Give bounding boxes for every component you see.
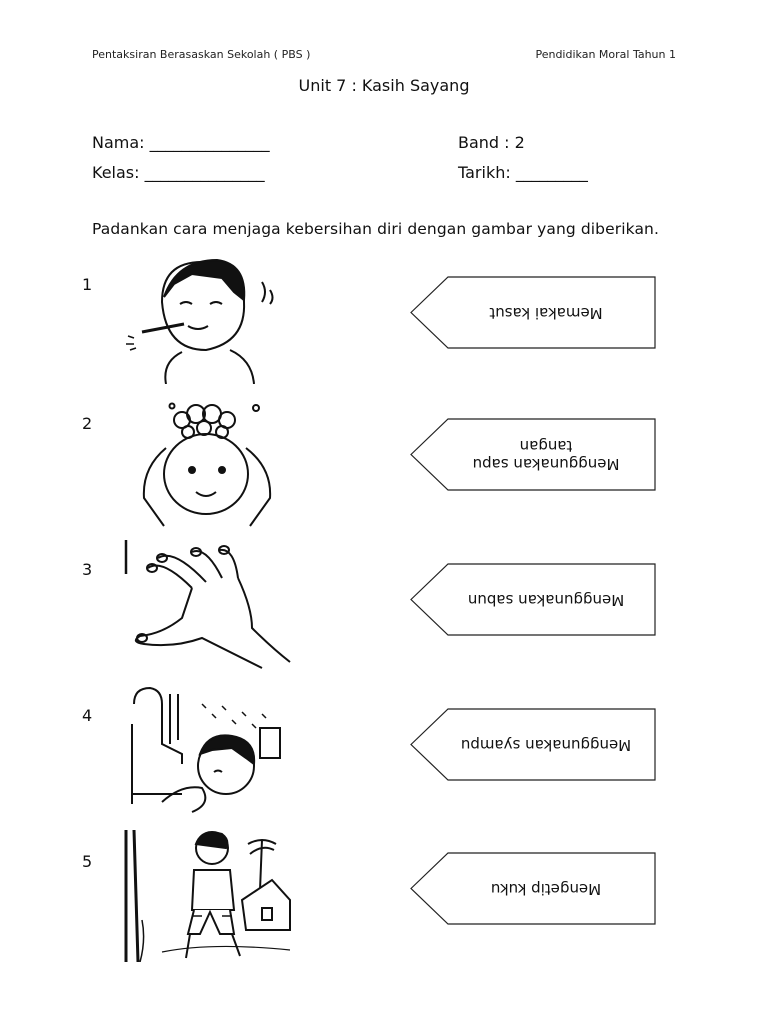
match-label-text: Memakai kasut [489,304,603,323]
match-label-text: Menggunakan sabun [467,591,625,610]
header-school-assessment: Pentaksiran Berasaskan Sekolah ( PBS ) [92,48,311,61]
date-field[interactable]: Tarikh: _________ [458,163,588,182]
class-field[interactable]: Kelas: _______________ [92,163,265,182]
match-label[interactable] [410,563,656,636]
match-label-text: Menggunakan sapu tangan [472,437,620,473]
band-field: Band : 2 [458,133,525,152]
match-label[interactable] [410,708,656,781]
match-label-text: Mengetip kuku [490,880,602,899]
instruction-text: Padankan cara menjaga kebersihan diri dengan gambar yang diberikan. [92,220,659,238]
hand-nails-picture [122,538,292,670]
item-number: 5 [82,852,93,871]
boy-washing-under-tap-picture [122,684,292,816]
item-number: 1 [82,275,93,294]
boy-walking-outdoors-picture [122,830,292,962]
match-label-text: Menggunakan syampu [460,736,632,755]
child-shampooing-hair-picture [122,398,292,530]
match-label[interactable] [410,276,656,349]
name-field[interactable]: Nama: _______________ [92,133,270,152]
header-subject: Pendidikan Moral Tahun 1 [535,48,676,61]
match-label[interactable] [410,418,656,491]
page-title: Unit 7 : Kasih Sayang [298,76,470,95]
item-number: 4 [82,706,93,725]
match-label[interactable] [410,852,656,925]
boy-brushing-teeth-picture [122,252,292,384]
item-number: 2 [82,414,93,433]
item-number: 3 [82,560,93,579]
